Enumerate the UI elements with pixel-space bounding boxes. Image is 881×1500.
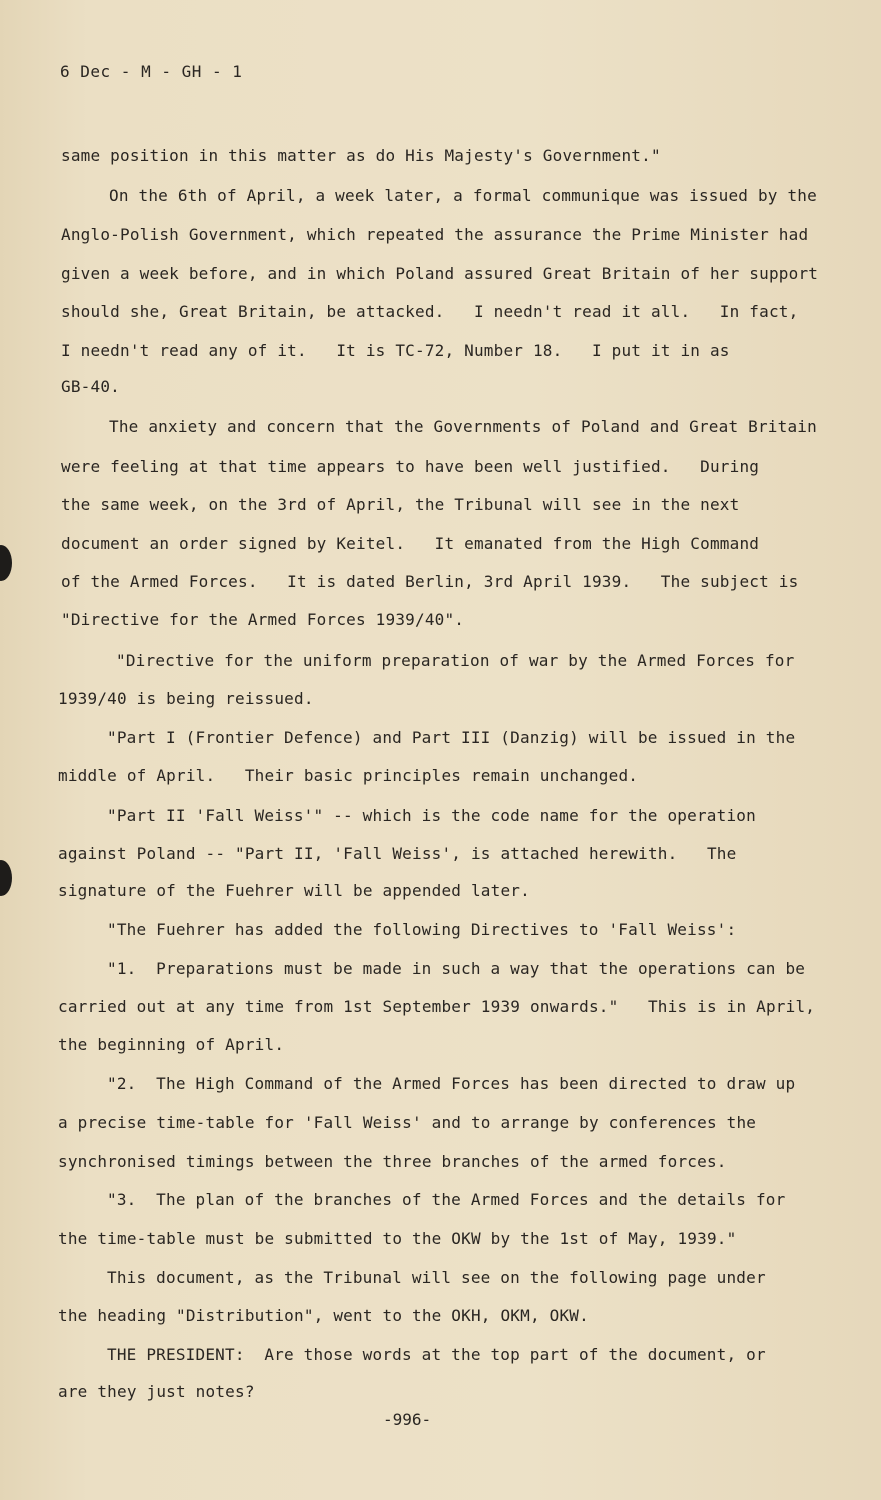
text-line: GB-40. (61, 377, 120, 396)
text-line: "Part II 'Fall Weiss'" -- which is the code name for the operation (107, 806, 756, 825)
text-line: are they just notes? (58, 1382, 255, 1401)
text-line: "2. The High Command of the Armed Forces has been directed to draw up (107, 1074, 796, 1093)
text-line: against Poland -- "Part II, 'Fall Weiss', is attached herewith. The (58, 844, 737, 863)
text-line: were feeling at that time appears to have been well justified. During (61, 457, 760, 476)
text-line: carried out at any time from 1st September 1939 onwards." This is in April, (58, 997, 816, 1016)
text-line: "1. Preparations must be made in such a way that the operations can be (107, 959, 806, 978)
text-line: of the Armed Forces. It is dated Berlin, 3rd April 1939. The subject is (61, 572, 799, 591)
text-line: This document, as the Tribunal will see on the following page under (107, 1268, 766, 1287)
text-line: 1939/40 is being reissued. (58, 689, 314, 708)
text-line: signature of the Fuehrer will be appended later. (58, 881, 530, 900)
text-line: the same week, on the 3rd of April, the Tribunal will see in the next (61, 495, 740, 514)
text-line: document an order signed by Keitel. It emanated from the High Command (61, 534, 760, 553)
text-line: "Directive for the uniform preparation of war by the Armed Forces for (116, 651, 795, 670)
text-line: a precise time-table for 'Fall Weiss' and to arrange by conferences the (58, 1113, 757, 1132)
text-line: Anglo-Polish Government, which repeated the assurance the Prime Minister had (61, 225, 809, 244)
text-line: "3. The plan of the branches of the Armed Forces and the details for (107, 1190, 786, 1209)
text-line: "Part I (Frontier Defence) and Part III (Danzig) will be issued in the (107, 728, 796, 747)
text-line: given a week before, and in which Poland assured Great Britain of her support (61, 264, 819, 283)
text-line: "The Fuehrer has added the following Directives to 'Fall Weiss': (107, 920, 737, 939)
text-line: synchronised timings between the three branches of the armed forces. (58, 1152, 727, 1171)
text-line: "Directive for the Armed Forces 1939/40". (61, 610, 465, 629)
text-line: the heading "Distribution", went to the OKH, OKM, OKW. (58, 1306, 589, 1325)
page-number: -996- (383, 1410, 432, 1429)
punch-hole (0, 860, 12, 896)
text-line: middle of April. Their basic principles remain unchanged. (58, 766, 639, 785)
text-line: the beginning of April. (58, 1035, 285, 1054)
page-reference: 6 Dec - M - GH - 1 (60, 62, 243, 81)
text-line: On the 6th of April, a week later, a formal communique was issued by the (109, 186, 817, 205)
text-line: should she, Great Britain, be attacked. I needn't read it all. In fact, (61, 302, 799, 321)
text-line: The anxiety and concern that the Governments of Poland and Great Britain (109, 417, 817, 436)
text-line: THE PRESIDENT: Are those words at the top part of the document, or (107, 1345, 766, 1364)
punch-hole (0, 545, 12, 581)
text-line: same position in this matter as do His Majesty's Government." (61, 146, 661, 165)
text-line: the time-table must be submitted to the OKW by the 1st of May, 1939." (58, 1229, 737, 1248)
text-line: I needn't read any of it. It is TC-72, Number 18. I put it in as (61, 341, 730, 360)
